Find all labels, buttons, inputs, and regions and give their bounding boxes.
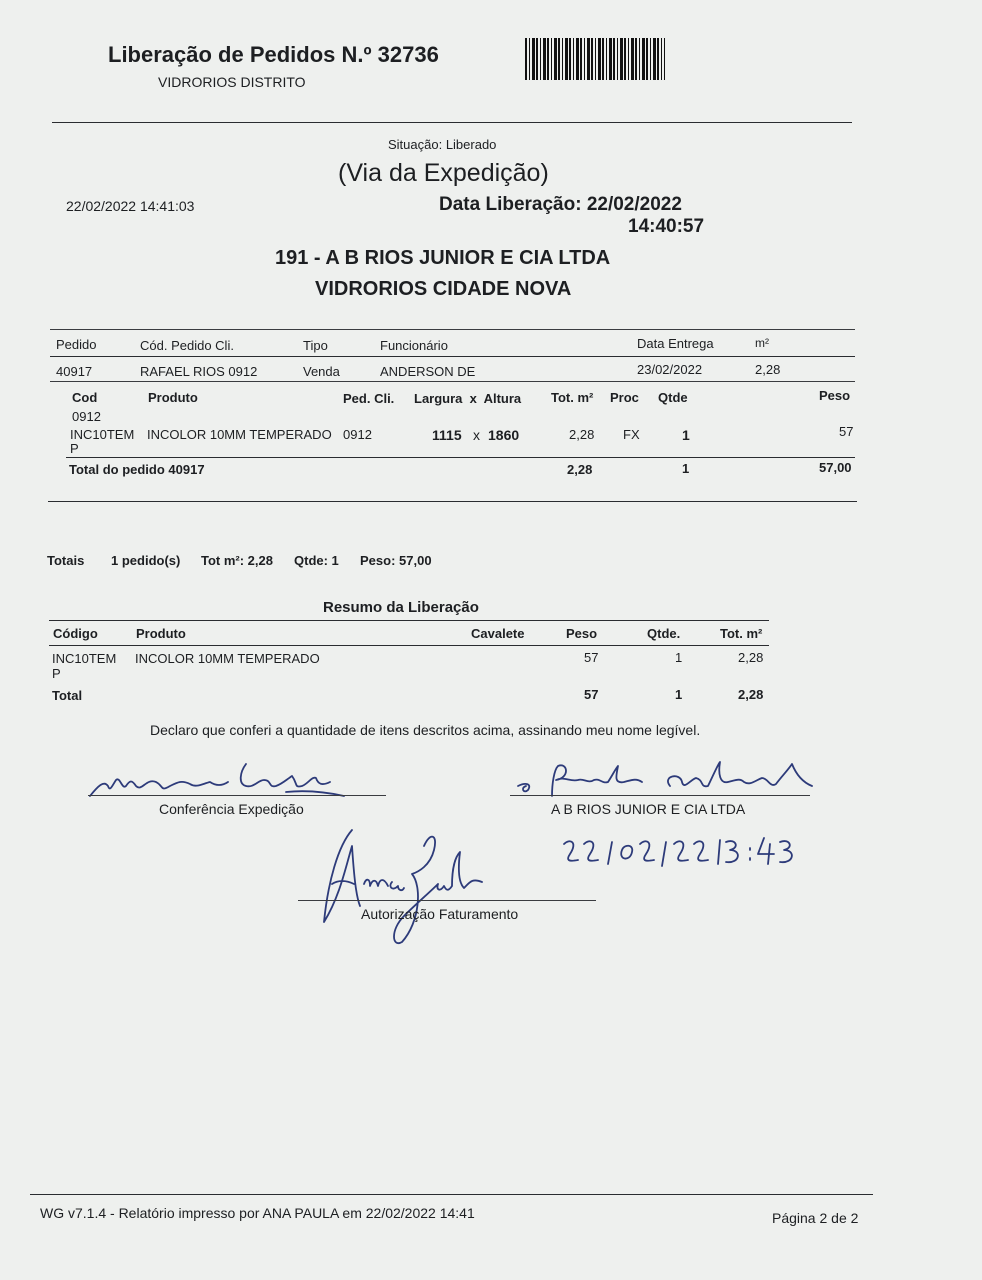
item-col-ped-cli: Ped. Cli. [343, 391, 395, 406]
item-cod-line1: INC10TEM [70, 427, 135, 442]
client-store: VIDRORIOS CIDADE NOVA [315, 278, 572, 300]
value-m2: 2,28 [755, 362, 781, 377]
row-line [50, 381, 855, 382]
total-line [66, 457, 855, 458]
summary-peso: 57 [584, 650, 599, 665]
col-data-entrega: Data Entrega [637, 336, 714, 351]
summary-codigo-line1: INC10TEM [52, 651, 117, 666]
summary-col-tot-m2: Tot. m² [720, 626, 763, 641]
via-title: (Via da Expedição) [338, 159, 549, 187]
autorizacao-label: Autorização Faturamento [361, 906, 519, 922]
summary-col-qtde: Qtde. [647, 626, 681, 641]
conferencia-line [88, 795, 386, 796]
col-funcionario: Funcionário [380, 338, 448, 353]
item-proc: FX [623, 427, 640, 442]
item-largura: 1115 [432, 427, 462, 443]
item-col-proc: Proc [610, 390, 639, 405]
summary-total-peso: 57 [584, 687, 599, 702]
order-total-qtde: 1 [682, 461, 690, 476]
summary-col-produto: Produto [136, 626, 186, 641]
summary-qtde: 1 [675, 650, 683, 665]
value-tipo: Venda [303, 364, 340, 379]
document-title: Liberação de Pedidos N.º 32736 [108, 42, 439, 67]
item-col-tot-m2: Tot. m² [551, 390, 594, 405]
summary-produto: INCOLOR 10MM TEMPERADO [135, 651, 320, 666]
table-top-line [50, 329, 855, 330]
value-cod-cli: RAFAEL RIOS 0912 [140, 364, 258, 379]
col-cod-cli: Cód. Pedido Cli. [140, 338, 234, 353]
col-m2: m² [755, 336, 769, 350]
item-col-produto: Produto [148, 390, 198, 405]
release-time: 14:40:57 [628, 216, 705, 237]
totals-qtde: Qtde: 1 [294, 553, 339, 568]
totals-label: Totais [47, 553, 85, 568]
client-name: 191 - A B RIOS JUNIOR E CIA LTDA [275, 247, 611, 269]
company-name: VIDRORIOS DISTRITO [158, 74, 306, 90]
order-total-label: Total do pedido 40917 [69, 462, 205, 477]
conferencia-label: Conferência Expedição [159, 801, 304, 817]
item-tot-m2: 2,28 [569, 427, 595, 442]
item-altura: 1860 [488, 427, 520, 443]
item-ped-cli: 0912 [343, 427, 372, 442]
client-label: A B RIOS JUNIOR E CIA LTDA [551, 801, 746, 817]
item-cod-line2: P [70, 441, 79, 456]
handwritten-date-image [560, 834, 800, 874]
group-code: 0912 [72, 409, 101, 424]
printed-timestamp: 22/02/2022 14:41:03 [66, 198, 195, 214]
autorizacao-line [298, 900, 596, 901]
summary-tot-m2: 2,28 [738, 650, 764, 665]
summary-title: Resumo da Liberação [323, 599, 479, 616]
summary-header-line [49, 645, 769, 646]
item-peso: 57 [839, 424, 854, 439]
declaration-text: Declaro que conferi a quantidade de itens descritos acima, assinando meu nome legível. [150, 722, 701, 738]
autorizacao-signature-image [312, 826, 512, 952]
item-col-peso: Peso [819, 388, 851, 403]
summary-total-tot-m2: 2,28 [738, 687, 764, 702]
value-data-entrega: 23/02/2022 [637, 362, 703, 377]
summary-total-qtde: 1 [675, 687, 683, 702]
order-total-m2: 2,28 [567, 462, 593, 477]
footer-print-info: WG v7.1.4 - Relatório impresso por ANA PAULA em 22/02/2022 14:41 [40, 1205, 475, 1221]
divider [52, 122, 852, 123]
item-produto: INCOLOR 10MM TEMPERADO [147, 427, 332, 442]
summary-col-codigo: Código [53, 626, 98, 641]
summary-total-label: Total [52, 688, 83, 703]
header-line [50, 356, 855, 357]
item-col-largura-altura: Largura x Altura [414, 391, 522, 406]
summary-top-line [49, 620, 769, 621]
client-line [510, 795, 810, 796]
order-total-peso: 57,00 [819, 460, 852, 475]
summary-col-peso: Peso [566, 626, 598, 641]
divider [48, 501, 857, 502]
value-funcionario: ANDERSON DE [380, 364, 476, 379]
value-pedido: 40917 [56, 364, 93, 379]
page-number: Página 2 de 2 [772, 1210, 859, 1226]
totals-m2: Tot m²: 2,28 [201, 553, 273, 568]
item-col-qtde: Qtde [658, 390, 688, 405]
barcode-image [525, 38, 665, 80]
footer-line [30, 1194, 873, 1195]
col-pedido: Pedido [56, 337, 97, 352]
item-x: x [473, 427, 480, 443]
release-date: Data Liberação: 22/02/2022 [439, 194, 682, 215]
summary-col-cavalete: Cavalete [471, 626, 525, 641]
totals-pedidos: 1 pedido(s) [111, 553, 181, 568]
totals-peso: Peso: 57,00 [360, 553, 432, 568]
item-col-cod: Cod [72, 390, 98, 405]
col-tipo: Tipo [303, 338, 328, 353]
summary-codigo-line2: P [52, 666, 61, 681]
item-qtde: 1 [682, 427, 690, 443]
status-text: Situação: Liberado [388, 137, 497, 152]
